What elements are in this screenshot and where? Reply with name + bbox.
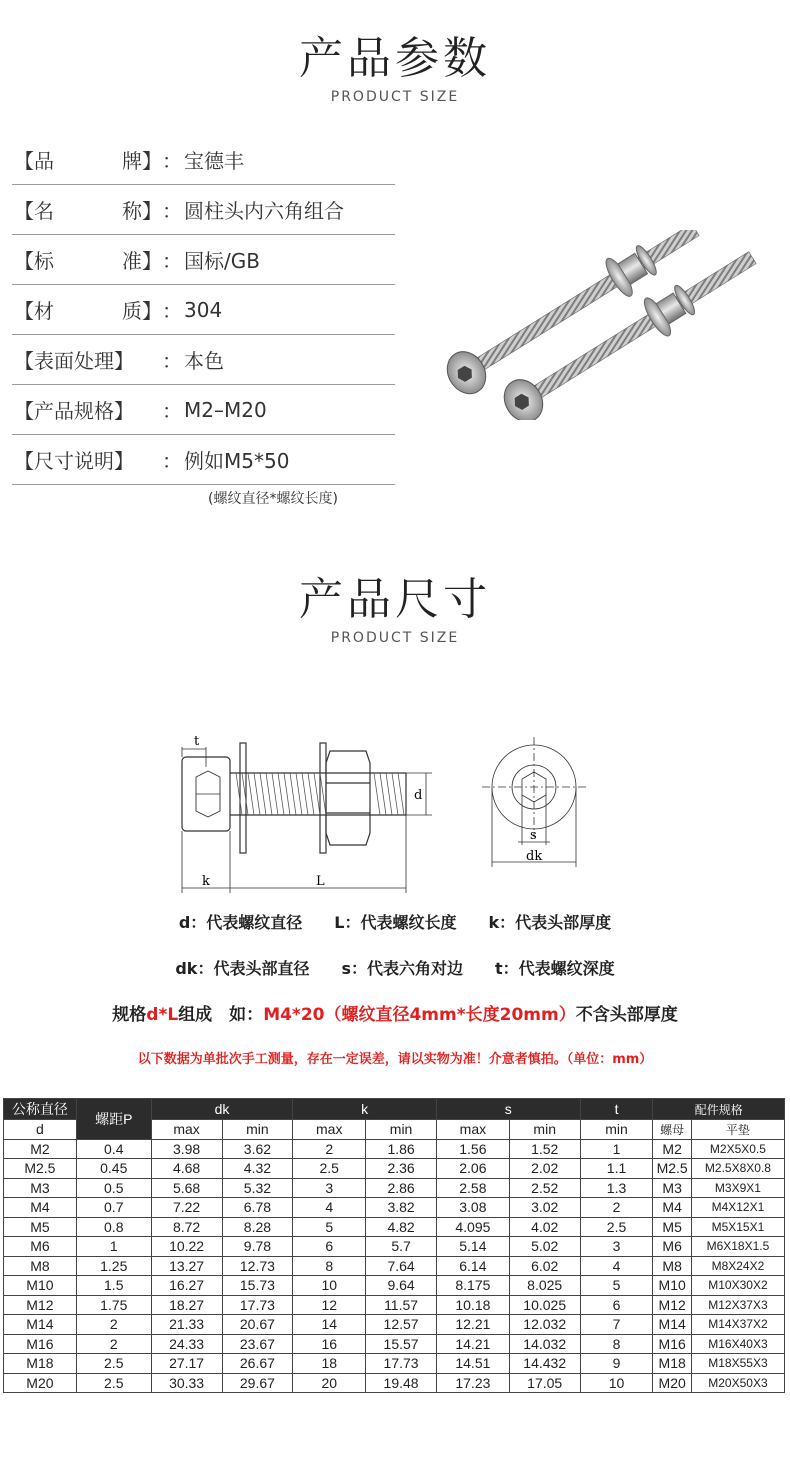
table-cell: M16 [4,1334,77,1354]
table-cell: 20 [293,1373,366,1393]
table-cell: 3 [580,1237,653,1257]
table-cell: 10.22 [151,1237,222,1257]
param-row: 【材 质】 ： 304 [12,285,395,335]
table-row [4,1217,785,1237]
table-cell: M4 [4,1198,77,1218]
table-cell: M2.5X8X0.8 [691,1159,784,1179]
th-s-min: min [509,1120,580,1140]
table-cell: M5 [653,1217,691,1237]
table-cell: M12X37X3 [691,1295,784,1315]
table-cell: 8 [293,1256,366,1276]
th-t-min: min [580,1120,653,1140]
label-k: k [202,874,210,889]
param-key: 【品 牌】 [14,149,162,173]
param-key: 【名 称】 [14,199,162,223]
param-note: (螺纹直径*螺纹长度) [208,491,338,507]
th-k-max: max [293,1120,366,1140]
table-cell: M10 [4,1276,77,1296]
spec-table [3,1098,785,1393]
table-cell: M12 [4,1295,77,1315]
table-cell: 2.5 [76,1354,151,1374]
table-cell: 18 [293,1354,366,1374]
table-cell: 17.05 [509,1373,580,1393]
section-title-params: 产品参数 [299,33,491,84]
table-cell: M6X18X1.5 [691,1237,784,1257]
table-cell: 2.06 [436,1159,509,1179]
table-cell: 2.5 [293,1159,366,1179]
table-cell: M8 [653,1256,691,1276]
table-cell: 6 [580,1295,653,1315]
table-cell: M18 [653,1354,691,1374]
table-cell: 9 [580,1354,653,1374]
table-row [4,1276,785,1296]
table-cell: 15.73 [222,1276,293,1296]
legend-row-2 [0,956,790,979]
table-cell: 7.22 [151,1198,222,1218]
table-cell: 12 [293,1295,366,1315]
table-row [4,1198,785,1218]
table-cell: 12.032 [509,1315,580,1335]
table-cell: 4.02 [509,1217,580,1237]
table-cell: 2 [580,1198,653,1218]
param-row: 【尺寸说明】 ： 例如M5*50 [12,435,395,485]
label-d: d [414,788,423,803]
param-value: 国标/GB [184,249,260,273]
table-cell: 2.86 [366,1178,437,1198]
param-key: 【材 质】 [14,299,162,323]
table-cell: M2 [653,1139,691,1159]
table-cell: 1 [580,1139,653,1159]
th-nominal-2: d [4,1120,77,1140]
table-cell: 2.02 [509,1159,580,1179]
table-cell: 14.51 [436,1354,509,1374]
param-value: M2–M20 [184,397,267,422]
table-cell: 3.08 [436,1198,509,1218]
th-s: s [436,1099,580,1120]
table-cell: 17.23 [436,1373,509,1393]
table-cell: 5.14 [436,1237,509,1257]
table-cell: 4.82 [366,1217,437,1237]
table-row [4,1256,785,1276]
table-cell: M5 [4,1217,77,1237]
label-t: t [194,734,200,749]
th-dk-min: min [222,1120,293,1140]
table-row [4,1354,785,1374]
table-cell: 2.52 [509,1178,580,1198]
table-cell: 6.14 [436,1256,509,1276]
table-cell: 5.32 [222,1178,293,1198]
table-cell: 2.58 [436,1178,509,1198]
param-list [12,135,395,485]
table-row [4,1295,785,1315]
table-cell: 1 [76,1237,151,1257]
table-cell: 18.27 [151,1295,222,1315]
table-cell: 7 [580,1315,653,1335]
th-nominal-1: 公称直径 [4,1099,77,1120]
table-cell: M4 [653,1198,691,1218]
table-cell: 2.5 [580,1217,653,1237]
table-cell: 8.28 [222,1217,293,1237]
table-cell: M2 [4,1139,77,1159]
table-cell: M12 [653,1295,691,1315]
spec-example-line: 规格d*L组成 如：M4*20（螺纹直径4mm*长度20mm）不含头部厚度 [112,1005,678,1025]
table-cell: M6 [653,1237,691,1257]
th-pitch: 螺距P [76,1099,151,1140]
table-cell: 10 [293,1276,366,1296]
th-parts: 配件规格 [653,1099,785,1120]
table-row [4,1178,785,1198]
legend-d: d：代表螺纹直径 [178,913,303,932]
table-cell: 16.27 [151,1276,222,1296]
table-cell: M5X15X1 [691,1217,784,1237]
measurement-warning: 以下数据为单批次手工测量，存在一定误差，请以实物为准！介意者慎拍。（单位：mm） [137,1052,653,1067]
table-cell: 29.67 [222,1373,293,1393]
th-dk: dk [151,1099,293,1120]
table-cell: 14 [293,1315,366,1335]
table-cell: M18 [4,1354,77,1374]
table-cell: 10 [580,1373,653,1393]
param-value: 304 [184,297,223,322]
table-cell: 11.57 [366,1295,437,1315]
th-washer: 平垫 [691,1120,784,1140]
table-cell: 3.82 [366,1198,437,1218]
table-cell: 8 [580,1334,653,1354]
table-cell: 10.18 [436,1295,509,1315]
table-row [4,1159,785,1179]
th-dk-max: max [151,1120,222,1140]
table-cell: M2X5X0.5 [691,1139,784,1159]
table-cell: 6.78 [222,1198,293,1218]
table-cell: 1.86 [366,1139,437,1159]
label-dk: dk [526,849,543,864]
table-cell: 0.5 [76,1178,151,1198]
param-key: 【标 准】 [14,249,162,273]
diagram-washer-1 [240,743,246,853]
th-k: k [293,1099,437,1120]
param-key: 【表面处理】 [14,349,134,373]
table-cell: M14 [4,1315,77,1335]
table-cell: 15.57 [366,1334,437,1354]
legend-k: k：代表头部厚度 [488,913,612,932]
table-cell: M6 [4,1237,77,1257]
dimension-diagram [160,715,620,905]
table-cell: M8 [4,1256,77,1276]
table-cell: 17.73 [222,1295,293,1315]
legend-dk: dk：代表头部直径 [175,959,310,978]
param-row: 【品 牌】 ： 宝德丰 [12,135,395,185]
table-cell: 1.3 [580,1178,653,1198]
section-subtitle-params: PRODUCT SIZE [330,89,460,105]
param-key: 【尺寸说明】 [14,449,134,473]
table-cell: 21.33 [151,1315,222,1335]
table-cell: 3 [293,1178,366,1198]
table-cell: 4 [580,1256,653,1276]
table-cell: 3.98 [151,1139,222,1159]
label-s: s [530,828,537,843]
label-L: L [316,874,325,889]
table-cell: 1.75 [76,1295,151,1315]
table-cell: M4X12X1 [691,1198,784,1218]
table-cell: 12.73 [222,1256,293,1276]
param-row: 【标 准】 ： 国标/GB [12,235,395,285]
table-cell: 0.45 [76,1159,151,1179]
th-nut: 螺母 [653,1120,691,1140]
table-cell: M10X30X2 [691,1276,784,1296]
table-cell: M16X40X3 [691,1334,784,1354]
table-cell: 1.1 [580,1159,653,1179]
table-row [4,1334,785,1354]
table-cell: M2.5 [4,1159,77,1179]
table-cell: 2 [76,1315,151,1335]
th-s-max: max [436,1120,509,1140]
table-cell: 4 [293,1198,366,1218]
table-cell: 8.025 [509,1276,580,1296]
bolt-photo [430,230,780,420]
table-cell: 6.02 [509,1256,580,1276]
table-cell: M10 [653,1276,691,1296]
table-cell: 2 [293,1139,366,1159]
table-cell: 2.36 [366,1159,437,1179]
table-cell: 3.02 [509,1198,580,1218]
table-cell: 19.48 [366,1373,437,1393]
table-cell: 14.032 [509,1334,580,1354]
table-cell: M14X37X2 [691,1315,784,1335]
table-row [4,1315,785,1335]
table-cell: 5 [580,1276,653,1296]
table-cell: M3 [4,1178,77,1198]
param-row: 【表面处理】 ： 本色 [12,335,395,385]
table-cell: 6 [293,1237,366,1257]
table-cell: 12.57 [366,1315,437,1335]
legend-t: t：代表螺纹深度 [494,959,615,978]
table-cell: 9.78 [222,1237,293,1257]
table-cell: 5.02 [509,1237,580,1257]
table-cell: M20 [653,1373,691,1393]
table-cell: 2 [76,1334,151,1354]
table-cell: M3 [653,1178,691,1198]
section-subtitle-size: PRODUCT SIZE [330,630,460,646]
table-cell: M8X24X2 [691,1256,784,1276]
table-cell: 0.7 [76,1198,151,1218]
param-row: 【产品规格】 ： M2–M20 [12,385,395,435]
table-cell: 7.64 [366,1256,437,1276]
table-cell: 1.52 [509,1139,580,1159]
table-cell: 4.32 [222,1159,293,1179]
table-cell: 26.67 [222,1354,293,1374]
table-cell: 4.68 [151,1159,222,1179]
table-cell: 13.27 [151,1256,222,1276]
table-cell: 0.8 [76,1217,151,1237]
table-cell: 24.33 [151,1334,222,1354]
param-value: 宝德丰 [184,149,244,173]
section-title-size: 产品尺寸 [299,574,491,625]
table-cell: 10.025 [509,1295,580,1315]
table-cell: M2.5 [653,1159,691,1179]
legend-row-1 [0,910,790,933]
table-cell: 27.17 [151,1354,222,1374]
table-cell: 5 [293,1217,366,1237]
param-value: 例如M5*50 [184,449,290,473]
table-cell: M16 [653,1334,691,1354]
table-cell: 14.432 [509,1354,580,1374]
param-row: 【名 称】 ： 圆柱头内六角组合 [12,185,395,235]
table-cell: 3.62 [222,1139,293,1159]
table-cell: 1.56 [436,1139,509,1159]
table-cell: 14.21 [436,1334,509,1354]
table-cell: M3X9X1 [691,1178,784,1198]
table-cell: 8.175 [436,1276,509,1296]
th-t: t [580,1099,653,1120]
table-cell: 1.5 [76,1276,151,1296]
table-row [4,1237,785,1257]
table-cell: M14 [653,1315,691,1335]
param-value: 圆柱头内六角组合 [184,199,344,223]
table-cell: 12.21 [436,1315,509,1335]
diagram-nut [326,751,370,845]
table-cell: 5.68 [151,1178,222,1198]
table-cell: 1.25 [76,1256,151,1276]
table-cell: 20.67 [222,1315,293,1335]
table-row [4,1139,785,1159]
table-cell: M20X50X3 [691,1373,784,1393]
table-cell: 4.095 [436,1217,509,1237]
table-cell: 9.64 [366,1276,437,1296]
table-row [4,1373,785,1393]
table-cell: 2.5 [76,1373,151,1393]
table-cell: 30.33 [151,1373,222,1393]
legend-s: s：代表六角对边 [341,959,463,978]
table-cell: 16 [293,1334,366,1354]
table-cell: 17.73 [366,1354,437,1374]
param-value: 本色 [184,349,224,373]
param-key: 【产品规格】 [14,399,134,423]
table-cell: 23.67 [222,1334,293,1354]
table-cell: 5.7 [366,1237,437,1257]
legend-L: L：代表螺纹长度 [334,913,457,932]
table-cell: 8.72 [151,1217,222,1237]
diagram-washer-2 [320,743,326,853]
table-cell: M18X55X3 [691,1354,784,1374]
table-cell: M20 [4,1373,77,1393]
th-k-min: min [366,1120,437,1140]
table-cell: 0.4 [76,1139,151,1159]
